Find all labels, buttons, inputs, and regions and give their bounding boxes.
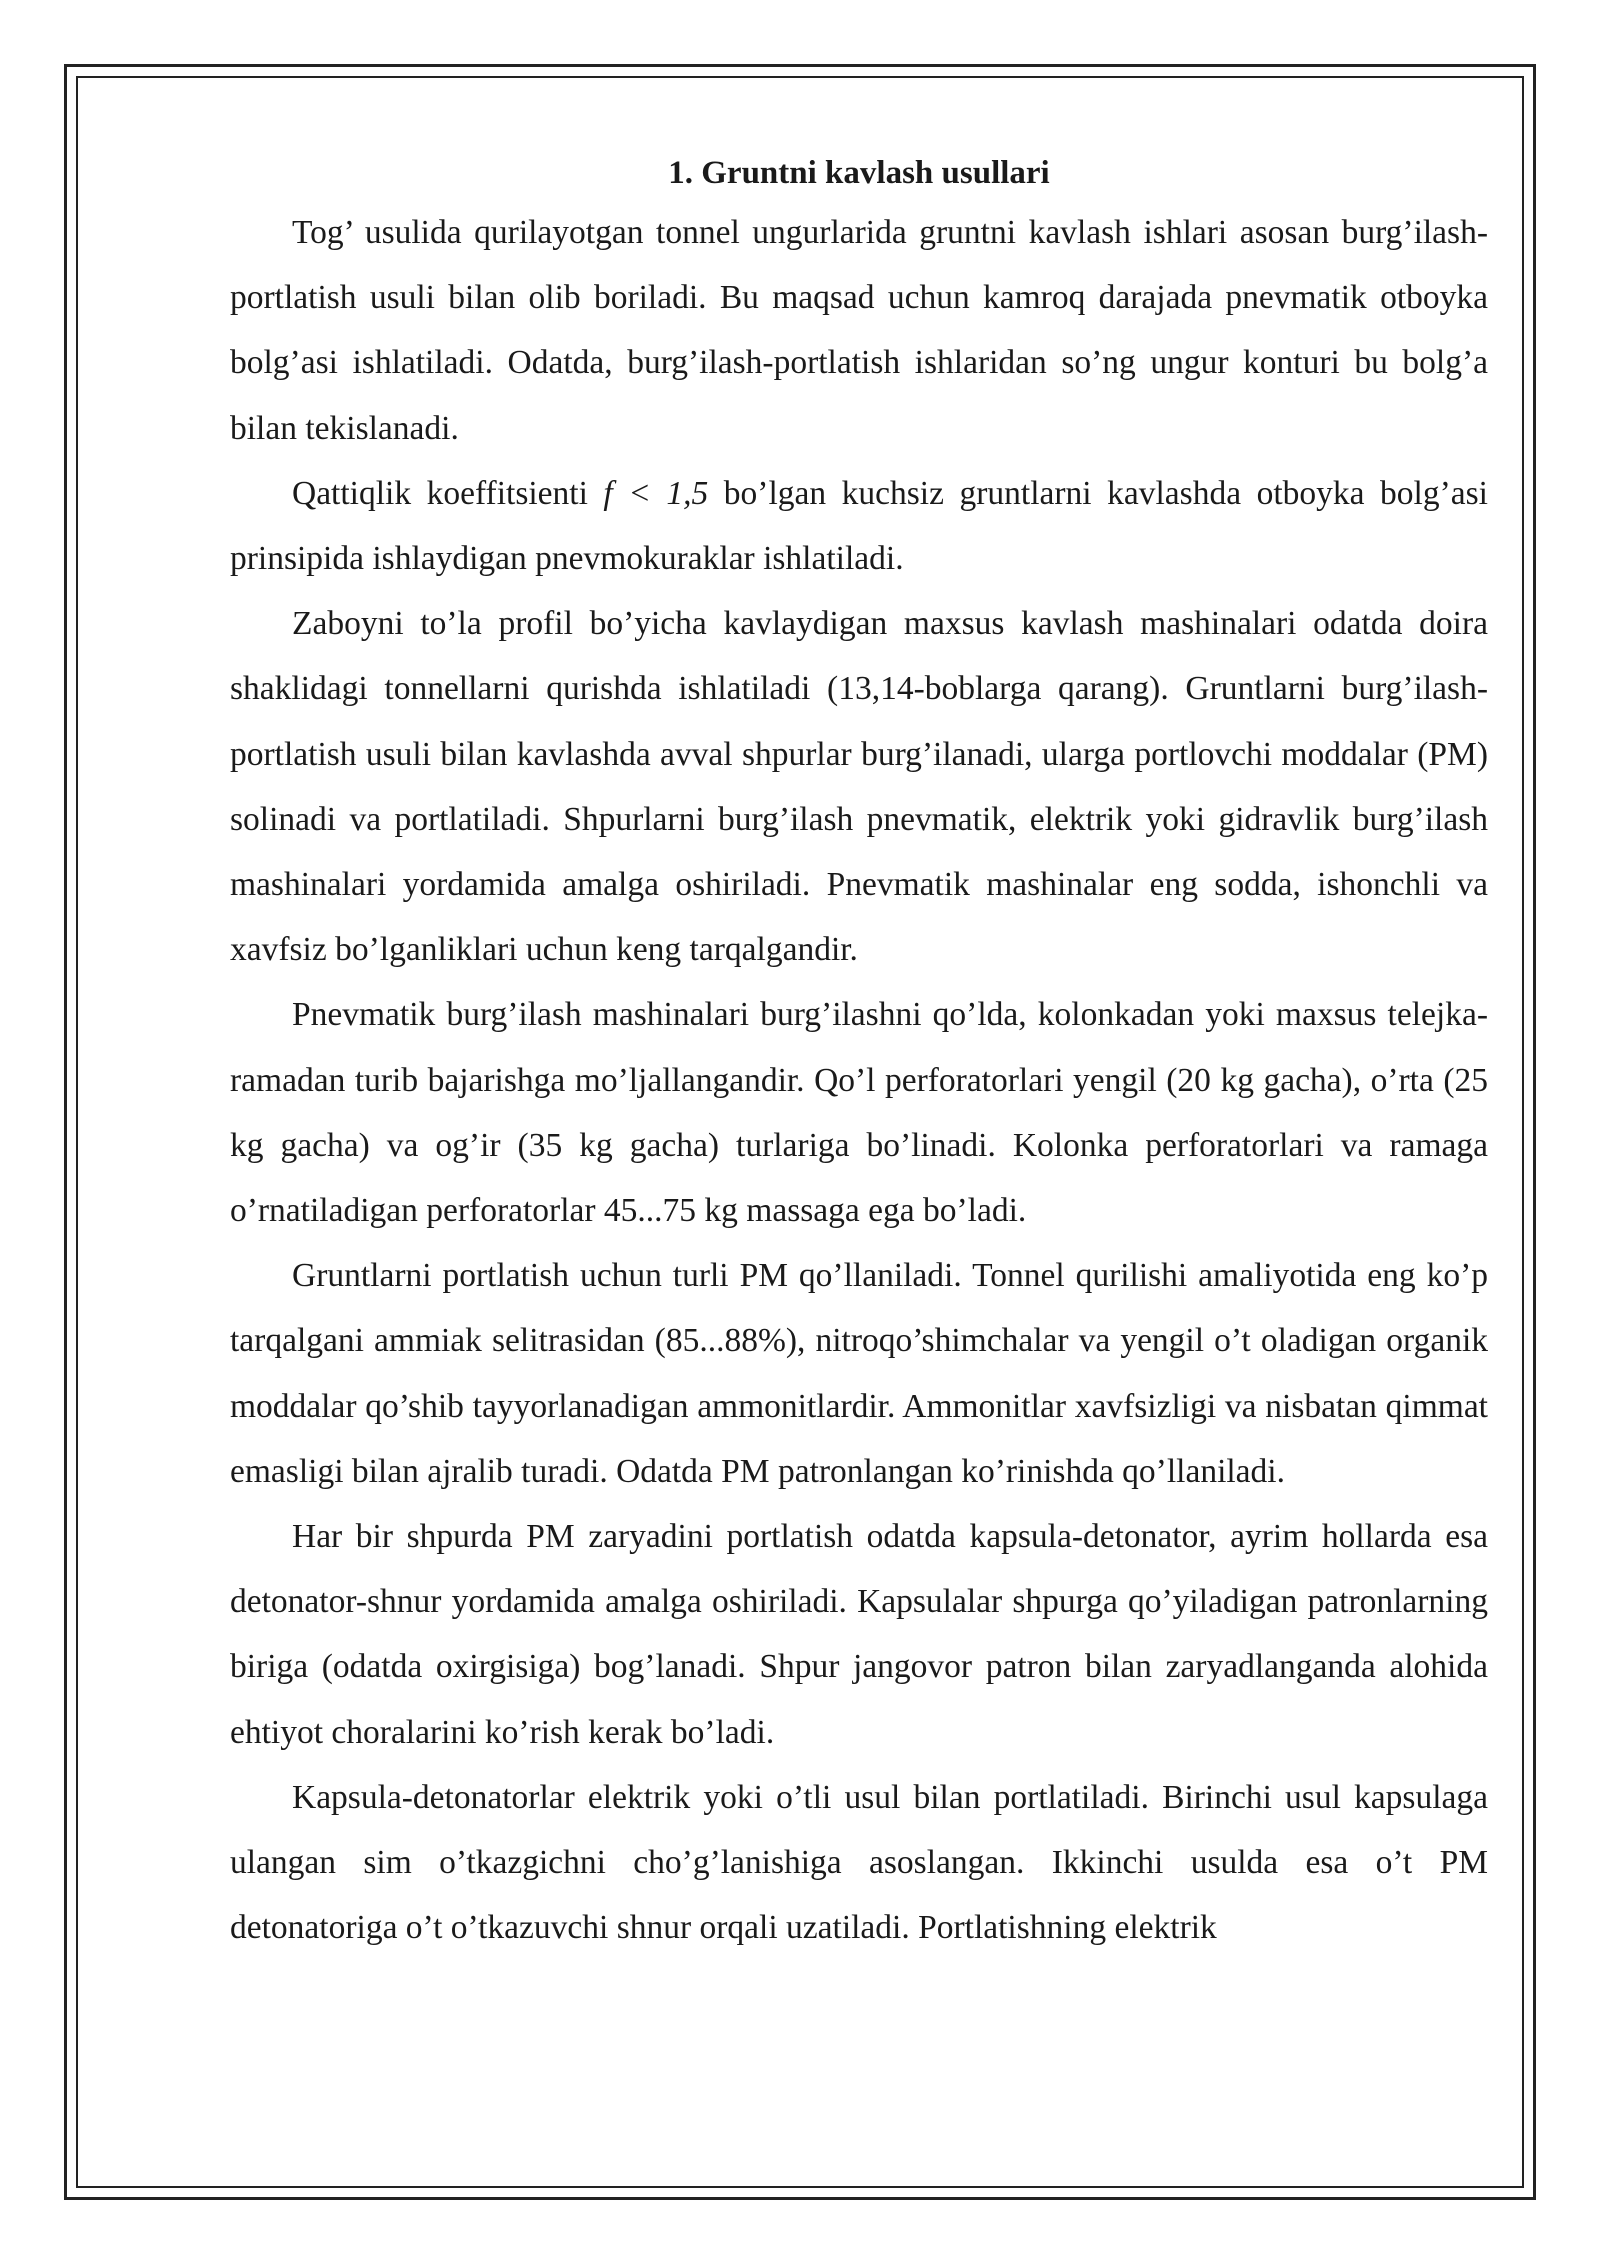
paragraph-explosives: Gruntlarni portlatish uchun turli PM qo’llaniladi. Tonnel qurilishi amaliyotida eng ko’p tarqalgani ammiak selitrasidan (85...88%), nitroqo’shimchalar va yengil o’t oladigan organik moddalar qo’shib tayyorlanadigan ammonitlardir. Ammonitlar xavfsizligi va nisbatan qimmat emasligi bilan ajralib turadi. Odatda PM patronlangan ko’rinishda qo’llaniladi. [230, 1257, 1488, 1490]
paragraph-drilling-machines: Zaboyni to’la profil bo’yicha kavlaydigan maxsus kavlash mashinalari odatda doira shaklidagi tonnellarni qurishda ishlatiladi (13,14-boblarga qarang). Gruntlarni burg’ilash-portlatish usuli bilan kavlashda avval shpurlar burg’ilanadi, ularga portlovchi moddalar (PM) solinadi va portlatiladi. Shpurlarni burg’ilash pnevmatik, elektrik yoki gidravlik burg’ilash mashinalari yordamida amalga oshiriladi. Pnevmatik mashinalar eng sodda, ishonchli va xavfsiz bo’lganliklari uchun keng tarqalgandir. [230, 605, 1488, 969]
paragraph-perforators: Pnevmatik burg’ilash mashinalari burg’ilashni qo’lda, kolonkadan yoki maxsus telejka-ramadan turib bajarishga mo’ljallangandir. Qo’l perforatorlari yengil (20 kg gacha), o’rta (25 kg gacha) va og’ir (35 kg gacha) turlariga bo’linadi. Kolonka perforatorlari va ramaga o’rnatiladigan perforatorlar 45...75 kg massaga ega bo’ladi. [230, 996, 1488, 1230]
paragraph-tunnel-excavation: Tog’ usulida qurilayotgan tonnel ungurlarida gruntni kavlash ishlari asosan burg’ilash-portlatish usuli bilan olib boriladi. Bu maqsad uchun kamroq darajada pnevmatik otboyka bolg’asi ishlatiladi. Odatda, burg’ilash-portlatish ishlaridan so’ng ungur konturi bu bolg’a bilan tekislanadi. [230, 214, 1488, 447]
section-title: 1. Gruntni kavlash usullari [668, 155, 1050, 191]
paragraph-text: Qattiqlik koeffitsienti [292, 474, 604, 512]
paragraph-detonator-methods: Kapsula-detonatorlar elektrik yoki o’tli usul bilan portlatiladi. Birinchi usul kapsulaga ulangan sim o’tkazgichni cho’g’lanishiga asoslangan. Ikkinchi usulda esa o’t PM detonatoriga o’t o’tkazuvchi shnur orqali uzatiladi. Portlatishning elektrik [230, 1778, 1488, 1947]
paragraph-hardness-coefficient [230, 461, 1488, 591]
paragraph-text: bo’lgan kuchsiz gruntlarni kavlashda otboyka bolg’asi prinsipida ishlaydigan pnevmokuraklar ishlatiladi. [230, 474, 1488, 578]
document-body [230, 150, 1488, 1960]
paragraph-detonation: Har bir shpurda PM zaryadini portlatish odatda kapsula-detonator, ayrim hollarda esa detonator-shnur yordamida amalga oshiriladi. Kapsulalar shpurga qo’yiladigan patronlarning biriga (odatda oxirgisiga) bog’lanadi. Shpur jangovor patron bilan zaryadlanganda alohida ehtiyot choralarini ko’rish kerak bo’ladi. [230, 1518, 1488, 1751]
math-expression: f < 1,5 [603, 474, 709, 512]
